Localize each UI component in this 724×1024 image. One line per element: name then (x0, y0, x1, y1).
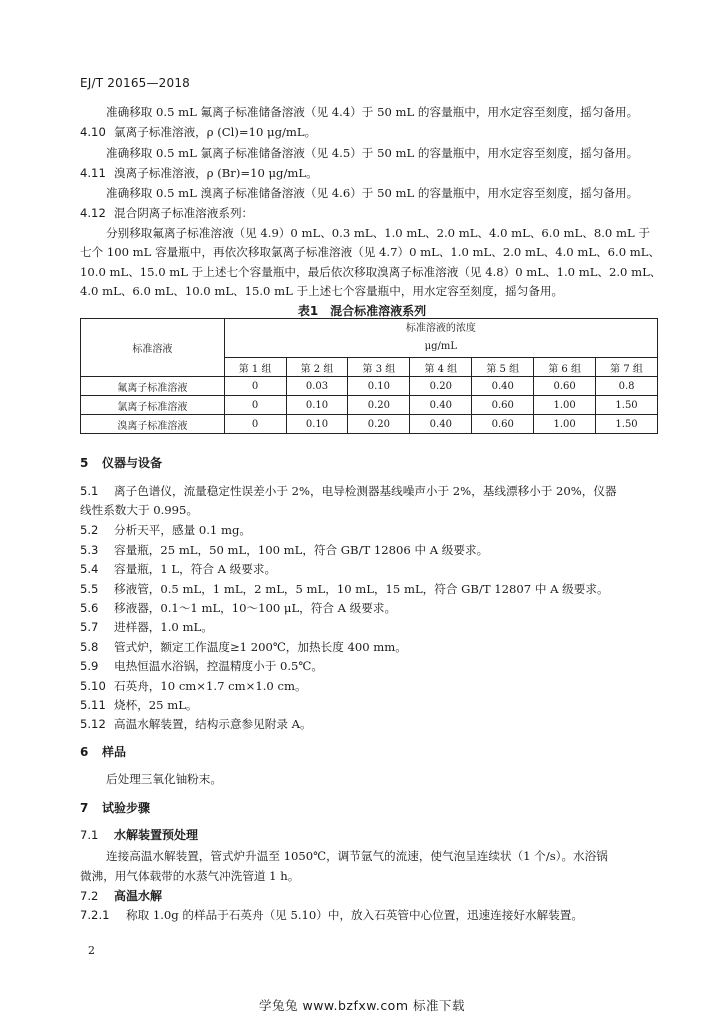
item-number: 5.10 (80, 679, 106, 693)
item-text: 容量瓶，1 L，符合 A 级要求。 (114, 562, 277, 576)
table-cell: 0.40 (472, 377, 534, 396)
item-text: 高温水解装置，结构示意参见附录 A。 (114, 717, 312, 731)
item-number: 5.8 (80, 640, 99, 654)
watermark-footer: 学兔兔 www.bzfxw.com 标准下载 (259, 998, 465, 1013)
item-5-2 (80, 522, 251, 538)
item-number: 5.7 (80, 620, 99, 634)
section-7-2-1 (80, 907, 583, 923)
section-title: 仪器与设备 (102, 456, 163, 470)
section-6-text: 后处理三氧化铀粉末。 (106, 772, 222, 786)
table-cell: 0.60 (472, 415, 534, 434)
section-title: 试验步骤 (102, 801, 151, 815)
paragraph-mixed-line-4: 4.0 mL、6.0 mL、10.0 mL、15.0 mL 于上述七个容量瓶中，用水定容至刻度，摇匀备用。 (80, 284, 564, 298)
table-cell: 0.20 (410, 377, 472, 396)
section-5-heading (80, 455, 162, 471)
table-cell: 0.8 (596, 377, 658, 396)
table-corner-header: 标准溶液 (81, 319, 225, 377)
group-header: 第 2 组 (286, 358, 348, 377)
item-number: 5.6 (80, 601, 99, 615)
table-cell: 0.60 (472, 396, 534, 415)
item-number: 5.9 (80, 659, 99, 673)
table-cell: 0 (224, 415, 286, 434)
table-cell: 0.40 (410, 415, 472, 434)
standard-solution-table (80, 318, 658, 434)
item-text: 分析天平，感量 0.1 mg。 (114, 523, 251, 537)
item-5-9 (80, 658, 323, 674)
section-text: 溴离子标准溶液，ρ (Br)=10 μg/mL。 (114, 166, 318, 180)
group-header: 第 7 组 (596, 358, 658, 377)
section-number: 4.12 (80, 206, 106, 220)
section-text: 混合阴离子标准溶液系列： (114, 206, 254, 220)
page-number: 2 (88, 944, 95, 957)
table-cell: 0 (224, 377, 286, 396)
section-number: 6 (80, 745, 89, 759)
paragraph-chloride-prep: 准确移取 0.5 mL 氯离子标准储备溶液（见 4.5）于 50 mL 的容量瓶中，用水定容至刻度，摇匀备用。 (106, 146, 639, 160)
concentration-unit: μg/mL (424, 341, 458, 352)
section-number: 4.11 (80, 166, 106, 180)
table-cell: 1.00 (534, 415, 596, 434)
section-7-1-heading (80, 827, 198, 843)
table-cell: 0.20 (348, 415, 410, 434)
section-title: 样品 (102, 745, 127, 759)
item-text: 移液管，0.5 mL，1 mL，2 mL，5 mL，10 mL，15 mL，符合 GB/T 12807 中 A 级要求。 (114, 582, 609, 596)
section-text: 称取 1.0g 的样品于石英舟（见 5.10）中，放入石英管中心位置，迅速连接好水解装置。 (126, 908, 583, 922)
section-6-heading (80, 744, 126, 760)
item-5-10 (80, 678, 307, 694)
table-cell: 1.50 (596, 396, 658, 415)
item-5-6 (80, 600, 396, 616)
item-5-8 (80, 639, 407, 655)
section-7-heading (80, 800, 150, 816)
table-cell: 0.60 (534, 377, 596, 396)
table-cell: 1.50 (596, 415, 658, 434)
item-number: 5.5 (80, 582, 99, 596)
section-number: 7.1 (80, 828, 99, 842)
item-number: 5.1 (80, 484, 99, 498)
item-5-11 (80, 697, 198, 713)
section-4-10 (80, 124, 316, 140)
item-5-1-continued: 线性系数大于 0.995。 (80, 503, 199, 517)
item-5-3 (80, 542, 488, 558)
item-text: 容量瓶，25 mL，50 mL，100 mL，符合 GB/T 12806 中 A 级要求。 (114, 543, 489, 557)
item-text: 离子色谱仪，流量稳定性误差小于 2%，电导检测器基线噪声小于 2%，基线漂移小于 20%，仪器 (114, 484, 617, 498)
section-number: 4.10 (80, 125, 106, 139)
section-7-1-line-2: 微沸，用气体载带的水蒸气冲洗管道 1 h。 (80, 869, 300, 883)
item-5-4 (80, 561, 276, 577)
table-cell: 0.10 (286, 415, 348, 434)
item-number: 5.3 (80, 543, 99, 557)
table-cell: 0.10 (348, 377, 410, 396)
item-number: 5.4 (80, 562, 99, 576)
item-text: 烧杯，25 mL。 (114, 698, 198, 712)
paragraph-mixed-line-2: 七个 100 mL 容量瓶中，再依次移取氯离子标准溶液（见 4.7）0 mL、1.0 mL、2.0 mL、4.0 mL、6.0 mL、 (80, 245, 661, 259)
section-number: 7.2.1 (80, 908, 110, 922)
item-text: 进样器，1.0 mL。 (114, 620, 213, 634)
row-label: 溴离子标准溶液 (81, 415, 225, 434)
table-row (81, 377, 658, 396)
section-4-11 (80, 165, 318, 181)
table-caption: 表1 混合标准溶液系列 (297, 304, 427, 318)
concentration-header (224, 319, 657, 358)
section-text: 氯离子标准溶液，ρ (Cl)=10 μg/mL。 (114, 125, 317, 139)
concentration-title: 标准溶液的浓度 (405, 323, 476, 334)
paragraph-mixed-line-3: 10.0 mL、15.0 mL 于上述七个容量瓶中，最后依次移取溴离子标准溶液（见 4.8）0 mL、1.0 mL、2.0 mL、 (80, 265, 662, 279)
item-5-7 (80, 619, 213, 635)
row-label: 氟离子标准溶液 (81, 377, 225, 396)
section-title: 水解装置预处理 (114, 828, 199, 842)
table-cell: 0 (224, 396, 286, 415)
table-row (81, 415, 658, 434)
table-row (81, 396, 658, 415)
item-text: 移液器，0.1～1 mL，10～100 μL，符合 A 级要求。 (114, 601, 397, 615)
item-number: 5.11 (80, 698, 106, 712)
section-number: 7.2 (80, 889, 99, 903)
item-text: 石英舟，10 cm×1.7 cm×1.0 cm。 (114, 679, 307, 693)
group-header: 第 5 组 (472, 358, 534, 377)
item-5-5 (80, 581, 609, 597)
table-cell: 0.40 (410, 396, 472, 415)
item-number: 5.12 (80, 717, 106, 731)
item-text: 电热恒温水浴锅，控温精度小于 0.5℃。 (114, 659, 323, 673)
section-4-12 (80, 205, 253, 221)
item-text: 管式炉，额定工作温度≥1 200℃，加热长度 400 mm。 (114, 640, 407, 654)
standard-code-header: EJ/T 20165—2018 (80, 76, 191, 90)
item-5-1 (80, 483, 617, 499)
paragraph-fluoride-prep: 准确移取 0.5 mL 氟离子标准储备溶液（见 4.4）于 50 mL 的容量瓶中，用水定容至刻度，摇匀备用。 (106, 105, 639, 119)
section-7-1-line-1: 连接高温水解装置，管式炉升温至 1050℃，调节氩气的流速，使气泡呈连续状（1 个/s）。水浴锅 (106, 849, 608, 863)
item-5-12 (80, 716, 312, 732)
table-cell: 0.20 (348, 396, 410, 415)
item-number: 5.2 (80, 523, 99, 537)
section-number: 5 (80, 456, 89, 470)
paragraph-bromide-prep: 准确移取 0.5 mL 溴离子标准储备溶液（见 4.6）于 50 mL 的容量瓶中，用水定容至刻度，摇匀备用。 (106, 186, 639, 200)
group-header: 第 3 组 (348, 358, 410, 377)
group-header: 第 1 组 (224, 358, 286, 377)
row-label: 氯离子标准溶液 (81, 396, 225, 415)
section-title: 高温水解 (114, 889, 163, 903)
table-cell: 1.00 (534, 396, 596, 415)
table-cell: 0.10 (286, 396, 348, 415)
section-7-2-heading (80, 888, 162, 904)
paragraph-mixed-line-1: 分别移取氟离子标准溶液（见 4.9）0 mL、0.3 mL、1.0 mL、2.0 mL、4.0 mL、6.0 mL、8.0 mL 于 (106, 226, 650, 240)
group-header: 第 6 组 (534, 358, 596, 377)
table-cell: 0.03 (286, 377, 348, 396)
section-number: 7 (80, 801, 89, 815)
group-header: 第 4 组 (410, 358, 472, 377)
